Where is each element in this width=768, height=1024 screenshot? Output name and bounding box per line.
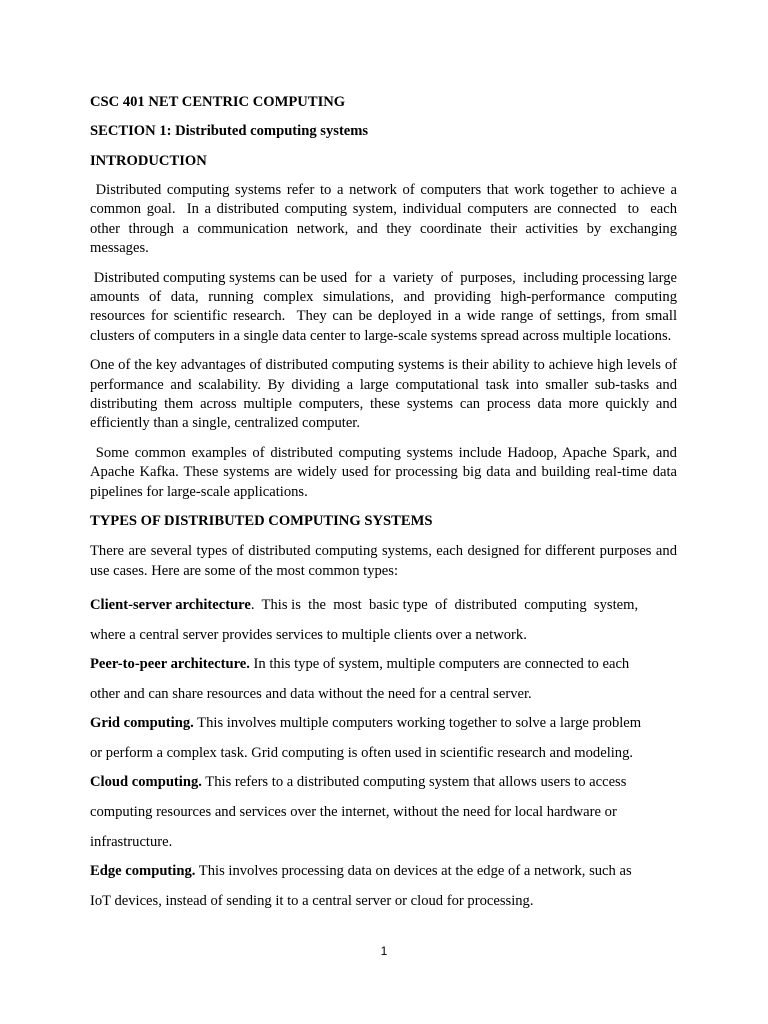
definition-line: [90, 857, 677, 887]
definition-text: . This is the most basic type of distributed computing system,: [250, 596, 639, 613]
type-definition-grid: [90, 709, 677, 768]
definition-text: This refers to a distributed computing system that allows users to access: [201, 774, 627, 791]
type-definition-cloud: [90, 768, 677, 857]
definition-term: Client-server architecture: [90, 596, 251, 613]
intro-paragraph: Distributed computing systems refer to a network of computers that work together to achieve a common goal. In a distributed computing system, individual computers are connected to each other through a communication network, and they coordinate their activities by exchanging messages.: [90, 182, 681, 257]
definition-line: [90, 650, 677, 680]
definition-term: Edge computing.: [90, 863, 196, 880]
definition-line: IoT devices, instead of sending it to a central server or cloud for processing.: [90, 892, 534, 909]
intro-heading: INTRODUCTION: [90, 153, 207, 169]
intro-paragraph: Some common examples of distributed computing systems include Hadoop, Apache Spark, and Apache Kafka. These systems are widely used for processing big data and building real-time data pipelines for large-scale applications.: [90, 444, 681, 500]
type-definition-peer-to-peer: [90, 650, 677, 709]
section-title: SECTION 1: Distributed computing systems: [90, 123, 369, 139]
definition-line: [90, 591, 677, 621]
definition-text: This involves multiple computers working together to solve a large problem: [193, 715, 642, 732]
definition-line: [90, 768, 677, 798]
type-definition-edge: [90, 857, 677, 916]
type-definition-client-server: [90, 591, 677, 650]
page-number: 1: [380, 944, 388, 958]
definition-term: Peer-to-peer architecture.: [90, 656, 250, 673]
types-heading: TYPES OF DISTRIBUTED COMPUTING SYSTEMS: [90, 513, 433, 530]
definition-line: where a central server provides services to multiple clients over a network.: [90, 626, 527, 643]
page-content: [90, 93, 681, 916]
definition-line: infrastructure.: [90, 833, 173, 850]
types-intro-paragraph: There are several types of distributed computing systems, each designed for different purposes and use cases. Here are some of the most common types:: [90, 543, 677, 579]
intro-paragraph: Distributed computing systems can be used for a variety of purposes, including processing large amounts of data, running complex simulations, and providing high-performance computing resources for scientific research. They can be deployed in a wide range of settings, from small clusters of computers in a single data center to large-scale systems spread across multiple locations.: [90, 269, 681, 344]
definition-line: other and can share resources and data without the need for a central server.: [90, 685, 532, 702]
definition-term: Grid computing.: [90, 715, 194, 732]
course-title: CSC 401 NET CENTRIC COMPUTING: [90, 94, 346, 110]
definition-text: In this type of system, multiple computers are connected to each: [249, 656, 630, 673]
definition-term: Cloud computing.: [90, 774, 202, 791]
definition-text: This involves processing data on devices at the edge of a network, such as: [195, 863, 632, 880]
definition-line: or perform a complex task. Grid computing is often used in scientific research and modeling.: [90, 744, 634, 761]
definition-line: computing resources and services over the internet, without the need for local hardware or: [90, 804, 617, 821]
intro-paragraph: One of the key advantages of distributed computing systems is their ability to achieve high levels of performance and scalability. By dividing a large computational task into smaller sub-tasks and distributing them across multiple computers, these systems can process data more quickly and efficiently than a single, centralized computer.: [90, 357, 681, 432]
definition-line: [90, 709, 677, 739]
